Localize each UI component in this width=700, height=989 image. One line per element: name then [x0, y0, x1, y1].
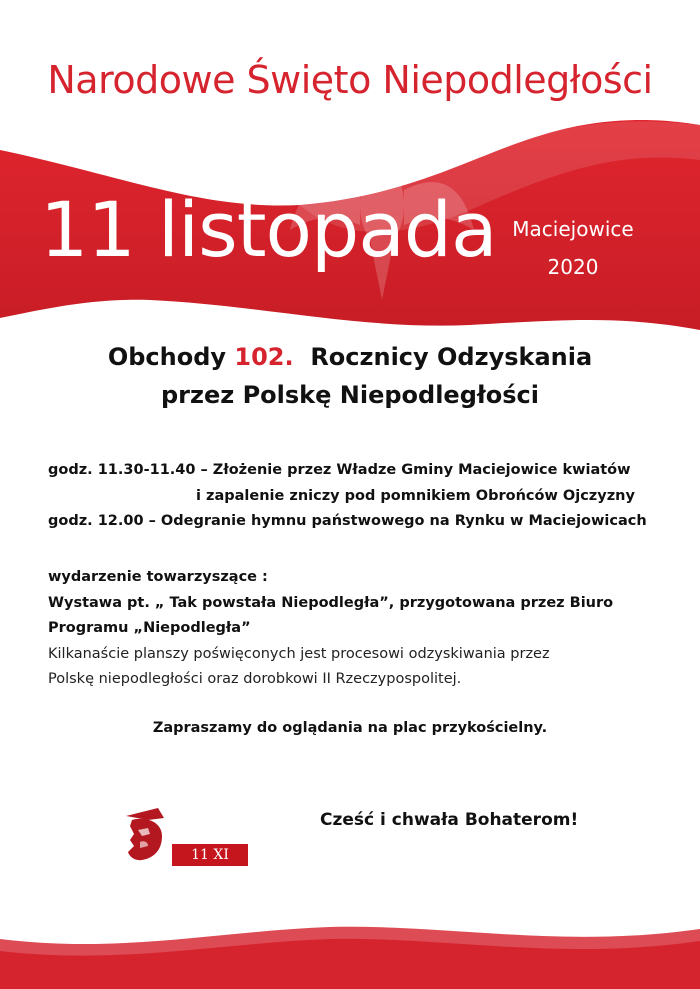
headline: Narodowe Święto Niepodległości: [47, 58, 653, 102]
accompanying-event: [48, 565, 668, 693]
event-title: [0, 338, 700, 414]
logo-date: 11 XI 1918: [172, 844, 248, 866]
place-year: [498, 210, 648, 286]
exhibition-desc-2: Polskę niepodległości oraz dorobkowi II Rzeczypospolitej.: [48, 671, 462, 687]
big-date: 11 listopada: [40, 185, 497, 274]
flag-banner: [0, 0, 700, 340]
schedule-item: godz. 12.00 – Odegranie hymnu państwowego na Rynku w Maciejowicach: [48, 513, 647, 529]
closing-slogan: Cześć i chwała Bohaterom!: [320, 810, 579, 830]
title-prefix: Obchody: [107, 343, 235, 371]
title-suffix: Rocznicy Odzyskania: [293, 343, 593, 371]
title-line-2: przez Polskę Niepodległości: [160, 381, 540, 409]
anniversary-logo: [118, 800, 250, 885]
schedule-item-continuation: i zapalenie zniczy pod pomnikiem Obrońców Ojczyzny: [196, 487, 635, 504]
silhouette-icon: [118, 800, 178, 870]
anniversary-number: 102.: [234, 343, 294, 371]
exhibition-title-1: Wystawa pt. „ Tak powstała Niepodległa”, przygotowana przez Biuro: [48, 594, 614, 611]
title-line-1: [0, 338, 700, 376]
invitation: Zapraszamy do oglądania na plac przykościelny.: [152, 720, 548, 736]
exhibition-title-2: Programu „Niepodległa”: [48, 620, 251, 636]
flag-footer: [0, 869, 700, 989]
schedule-item: godz. 11.30-11.40 – Złożenie przez Władze Gminy Maciejowice kwiatów: [48, 462, 631, 478]
exhibition-desc-1: Kilkanaście planszy poświęconych jest procesowi odzyskiwania przez: [48, 645, 550, 662]
year: 2020: [547, 255, 599, 279]
place-name: Maciejowice: [512, 217, 634, 241]
schedule: [48, 458, 668, 535]
event-header: wydarzenie towarzyszące :: [48, 569, 268, 585]
